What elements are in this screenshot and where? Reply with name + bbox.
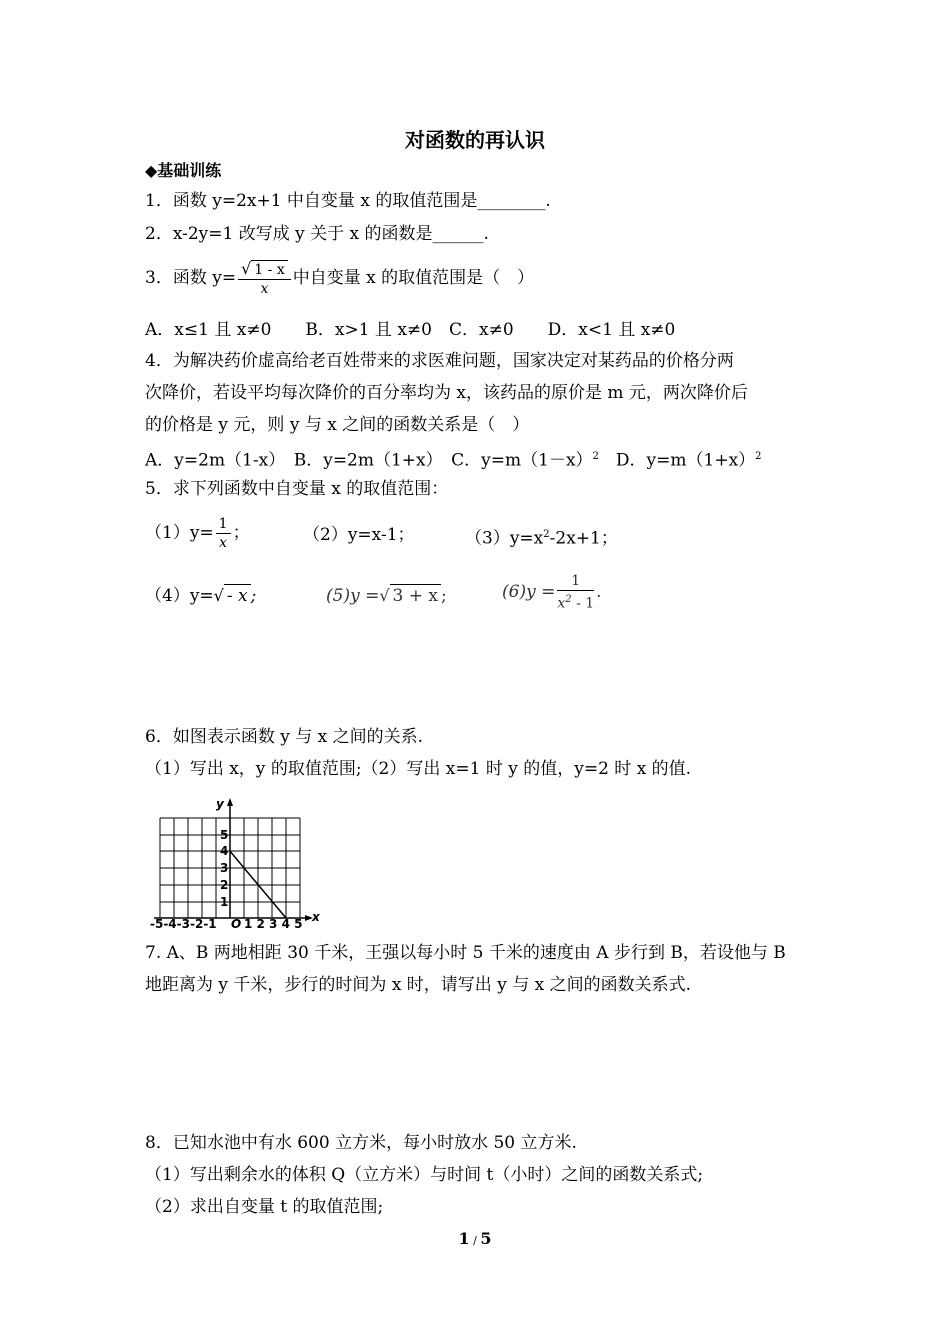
q5-item-4-radicand: - x [224, 584, 251, 607]
q5-item-5-prefix: (5)y = [326, 586, 380, 606]
q5-item-3 [465, 524, 618, 550]
q4-option-d: D．y=m（1+x） [615, 450, 756, 471]
page-title: 对函数的再认识 [405, 128, 545, 152]
q5-item-1-fraction [216, 515, 231, 552]
q5-item-6-den-exp: 2 [565, 594, 572, 606]
question-8-sub-2: （2）求出自变量 t 的取值范围; [145, 1197, 384, 1217]
function-graph [140, 795, 340, 930]
question-6-sub: （1）写出 x，y 的取值范围;（2）写出 x=1 时 y 的值，y=2 时 x 的值. [145, 759, 692, 779]
question-7-line-2: 地距离为 y 千米，步行的时间为 x 时，请写出 y 与 x 之间的函数关系式. [145, 975, 692, 995]
question-4-line-1: 4．为解决药价虚高给老百姓带来的求医难问题，国家决定对某药品的价格分两 [145, 351, 734, 371]
q5-item-1-end: ； [232, 523, 250, 543]
page-separator: / [469, 1234, 481, 1247]
q5-item-6-num: 1 [557, 572, 594, 591]
y-tick-5: 5 [220, 828, 229, 842]
q5-item-3-b: -2x+1； [549, 528, 618, 549]
q5-item-3-exp: 2 [543, 529, 550, 540]
q5-item-6-end: . [596, 582, 602, 602]
y-tick-1: 1 [220, 895, 229, 909]
q5-item-1-den: x [219, 535, 228, 551]
question-4-line-2: 次降价，若设平均每次降价的百分率均为 x，该药品的原价是 m 元，两次降价后 [145, 383, 748, 403]
x-ticks-positive: 1 2 3 4 5 [244, 917, 303, 930]
q5-item-5-end: ; [441, 586, 447, 606]
q5-item-6-den-a: x [557, 595, 566, 612]
page-total: 5 [480, 1229, 492, 1248]
y-tick-4: 4 [220, 844, 229, 858]
q4-option-b: B．y=2m（1+x） [293, 450, 435, 471]
q5-item-6-fraction [557, 572, 594, 613]
x-ticks-negative: -5-4-3-2-1 [150, 917, 217, 930]
question-7-line-1: 7. A、B 两地相距 30 千米，王强以每小时 5 千米的速度由 A 步行到 B，若设他与 B [145, 943, 786, 963]
question-4-options [145, 446, 762, 472]
q5-item-1 [145, 513, 250, 553]
q5-item-4-end: ; [250, 586, 257, 606]
q3-radicand: 1 - x [251, 260, 287, 279]
q5-item-6-prefix: (6)y = [502, 582, 556, 602]
q5-item-6-den-b: - 1 [571, 595, 595, 612]
q5-item-2: （2）y=x-1； [303, 525, 415, 545]
q5-item-6 [502, 572, 602, 613]
y-axis-arrow [227, 798, 233, 806]
q5-item-5-radicand: 3 + x [390, 584, 441, 607]
q4-option-c-exponent: 2 [592, 451, 599, 462]
q3-denominator: x [260, 280, 269, 297]
question-8: 8．已知水池中有水 600 立方米，每小时放水 50 立方米. [145, 1133, 577, 1153]
section-heading: ◆基础训练 [145, 161, 222, 180]
y-tick-2: 2 [220, 878, 229, 892]
q5-item-4-prefix: （4）y= [145, 586, 214, 606]
q3-prefix: 3．函数 y= [145, 268, 237, 288]
q5-item-1-prefix: （1）y= [145, 523, 214, 543]
question-3 [145, 258, 534, 298]
q4-option-d-exponent: 2 [755, 451, 762, 462]
q5-item-5: (5)y =√ 3 + x ; [326, 586, 447, 606]
page-footer [0, 1229, 950, 1248]
y-tick-3: 3 [220, 861, 229, 875]
q4-option-a: A．y=2m（1-x） [145, 450, 277, 471]
q3-suffix: 中自变量 x 的取值范围是（ ） [292, 268, 535, 288]
question-8-sub-1: （1）写出剩余水的体积 Q（立方米）与时间 t（小时）之间的函数关系式; [145, 1165, 704, 1185]
question-6: 6．如图表示函数 y 与 x 之间的关系. [145, 727, 424, 747]
q4-option-c: C．y=m（1－x） [451, 450, 593, 471]
q5-item-4: （4）y=√ - x ; [145, 586, 257, 606]
question-1: 1．函数 y=2x+1 中自变量 x 的取值范围是________. [145, 191, 551, 211]
question-3-options: A．x≤1 且 x≠0 B．x>1 且 x≠0 C．x≠0 D．x<1 且 x≠0 [145, 320, 676, 340]
question-2: 2．x-2y=1 改写成 y 关于 x 的函数是______. [145, 224, 489, 244]
origin-label: O [231, 917, 242, 930]
question-5: 5．求下列函数中自变量 x 的取值范围： [145, 479, 449, 499]
x-axis-label: x [312, 910, 320, 924]
y-axis-label: y [216, 797, 224, 811]
q5-item-1-num: 1 [216, 515, 231, 534]
q5-item-3-a: （3）y=x [465, 528, 544, 549]
q3-fraction: $\frac{√ 1 - x}{x}$ [238, 260, 291, 298]
question-4-line-3: 的价格是 y 元，则 y 与 x 之间的函数关系是（ ） [145, 415, 530, 435]
page-number: 1 [458, 1229, 470, 1248]
